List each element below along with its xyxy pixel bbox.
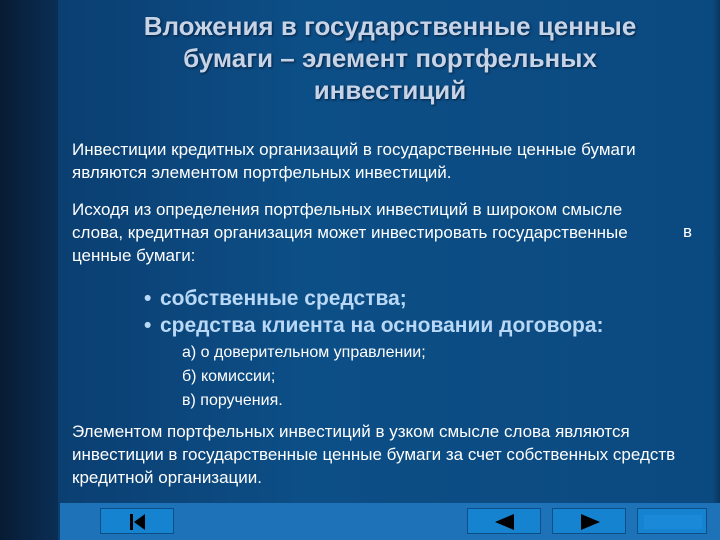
previous-slide-button[interactable]: [467, 508, 541, 534]
subitem: а) о доверительном управлении;: [182, 344, 426, 361]
paragraph-intro: Инвестиции кредитных организаций в государственные ценные бумаги являются элементом портфельных инвестиций.: [72, 140, 636, 182]
first-slide-button[interactable]: [100, 508, 174, 534]
bullet-text: средства клиента на основании договора:: [160, 314, 604, 337]
end-icon: [638, 509, 708, 535]
contract-types-list: [182, 341, 426, 413]
bullet-marker: •: [144, 287, 152, 310]
triangle-right-icon: [553, 509, 627, 535]
triangle-left-icon: [468, 509, 542, 535]
end-slide-button[interactable]: [637, 508, 707, 534]
left-decorative-strip: [0, 0, 58, 540]
right-edge-shadow: [712, 0, 720, 540]
skip-to-start-icon: [101, 509, 175, 535]
paragraph-broad-definition: Исходя из определения портфельных инвестиций в широком смысле слова, кредитная организация может инвестировать государственные ценные бумаги:: [72, 200, 628, 265]
bullet-item: [144, 285, 604, 312]
slide-title: [95, 10, 685, 106]
next-slide-button[interactable]: [552, 508, 626, 534]
bullet-text: собственные средства;: [160, 287, 407, 310]
title-line: Вложения в государственные ценные: [143, 11, 637, 41]
bullet-item: [144, 312, 604, 339]
subitem: в) поручения.: [182, 392, 283, 409]
paragraph-trailing-word: в: [683, 222, 693, 241]
bullet-list: [144, 285, 604, 339]
title-line: инвестиций: [313, 75, 467, 105]
bullet-marker: •: [144, 314, 152, 337]
title-line: бумаги – элемент портфельных: [183, 43, 597, 73]
paragraph-narrow-definition: Элементом портфельных инвестиций в узком смысле слова являются инвестиции в государственные ценные бумаги за счет собственных средств кредитной организации.: [72, 422, 676, 487]
subitem: б) комиссии;: [182, 368, 276, 385]
